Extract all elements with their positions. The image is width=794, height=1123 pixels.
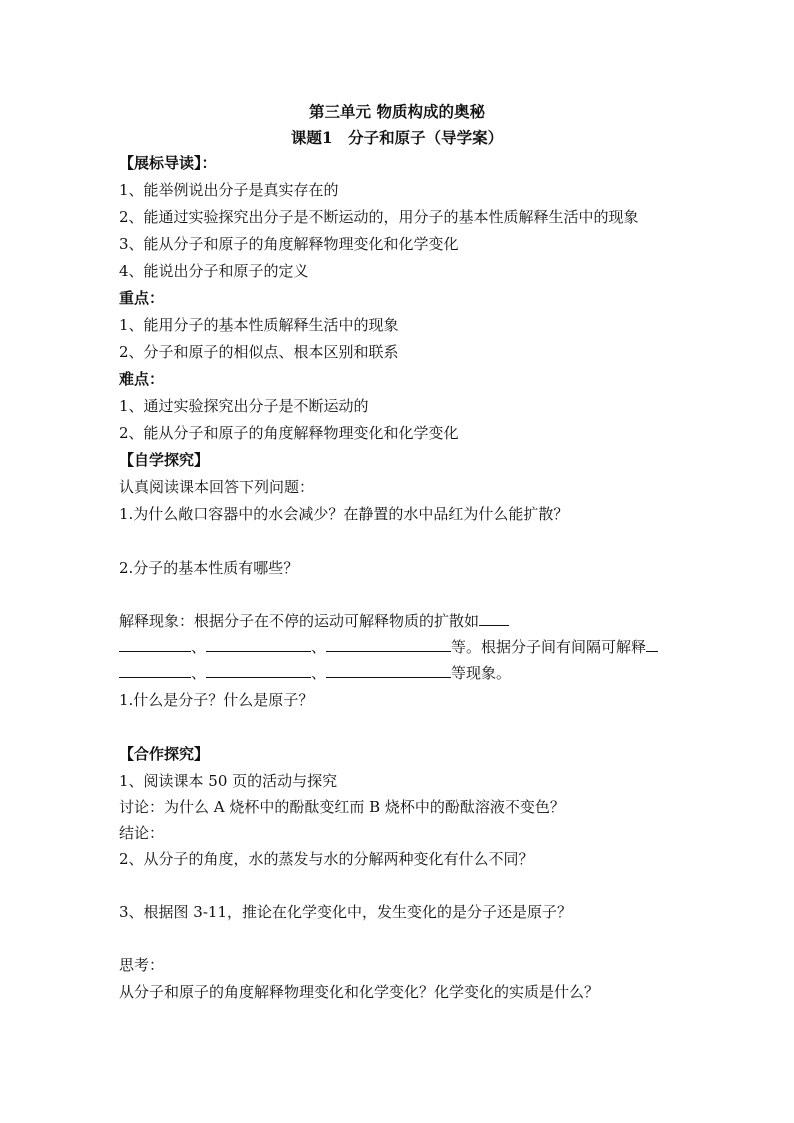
goals-heading: 【展标导读】： — [119, 154, 217, 172]
answer-blank[interactable] — [479, 608, 509, 626]
explain-text-a: 解释现象：根据分子在不停的运动可解释物质的扩散如 — [119, 612, 480, 630]
explain-line-2 — [119, 634, 658, 660]
key-point-item: 1、能用分子的基本性质解释生活中的现象 — [119, 316, 399, 334]
goal-item: 3、能从分子和原子的角度解释物理变化和化学变化 — [119, 235, 459, 253]
self-study-question-3: 1.什么是分子？什么是原子？ — [119, 691, 314, 709]
answer-blank[interactable] — [119, 660, 191, 678]
key-points-heading: 重点： — [119, 289, 165, 307]
self-study-question-2: 2.分子的基本性质有哪些？ — [119, 559, 299, 577]
self-study-heading: 【自学探究】 — [119, 451, 210, 469]
cooperation-item-3: 3、根据图 3-11，推论在化学变化中，发生变化的是分子还是原子？ — [119, 903, 573, 921]
difficult-points-heading: 难点： — [119, 370, 165, 388]
answer-blank[interactable] — [326, 634, 451, 652]
separator: 、 — [311, 638, 327, 656]
separator: 、 — [311, 664, 327, 682]
lesson-title: 课题1 分子和原子（导学案） — [290, 128, 504, 147]
difficult-point-item: 1、通过实验探究出分子是不断运动的 — [119, 397, 369, 415]
cooperation-discuss: 讨论：为什么 A 烧杯中的酚酞变红而 B 烧杯中的酚酞溶液不变色？ — [119, 798, 565, 816]
goal-item: 1、能举例说出分子是真实存在的 — [119, 181, 339, 199]
explain-text-c: 等现象。 — [451, 664, 512, 682]
cooperation-conclusion: 结论： — [119, 824, 165, 842]
answer-blank[interactable] — [206, 634, 311, 652]
think-question: 从分子和原子的角度解释物理变化和化学变化？化学变化的实质是什么？ — [119, 983, 600, 1001]
separator: 、 — [191, 638, 207, 656]
key-point-item: 2、分子和原子的相似点、根本区别和联系 — [119, 343, 399, 361]
explain-text-b: 等。根据分子间有间隔可解释 — [451, 638, 647, 656]
self-study-intro: 认真阅读课本回答下列问题： — [119, 478, 315, 496]
difficult-point-item: 2、能从分子和原子的角度解释物理变化和化学变化 — [119, 424, 459, 442]
answer-blank[interactable] — [326, 660, 451, 678]
explain-line-3 — [119, 660, 511, 686]
answer-blank[interactable] — [119, 634, 191, 652]
unit-title: 第三单元 物质构成的奥秘 — [309, 102, 485, 121]
answer-blank[interactable] — [646, 634, 658, 652]
think-label: 思考： — [119, 956, 165, 974]
separator: 、 — [191, 664, 207, 682]
cooperation-item-2: 2、从分子的角度，水的蒸发与水的分解两种变化有什么不同？ — [119, 850, 534, 868]
cooperation-heading: 【合作探究】 — [119, 745, 210, 763]
explain-line-1 — [119, 608, 509, 634]
answer-blank[interactable] — [206, 660, 311, 678]
self-study-question-1: 1.为什么敞口容器中的水会减少？在静置的水中品红为什么能扩散？ — [119, 505, 569, 523]
cooperation-item-1: 1、阅读课本 50 页的活动与探究 — [119, 772, 338, 790]
goal-item: 2、能通过实验探究出分子是不断运动的，用分子的基本性质解释生活中的现象 — [119, 208, 639, 226]
goal-item: 4、能说出分子和原子的定义 — [119, 262, 309, 280]
